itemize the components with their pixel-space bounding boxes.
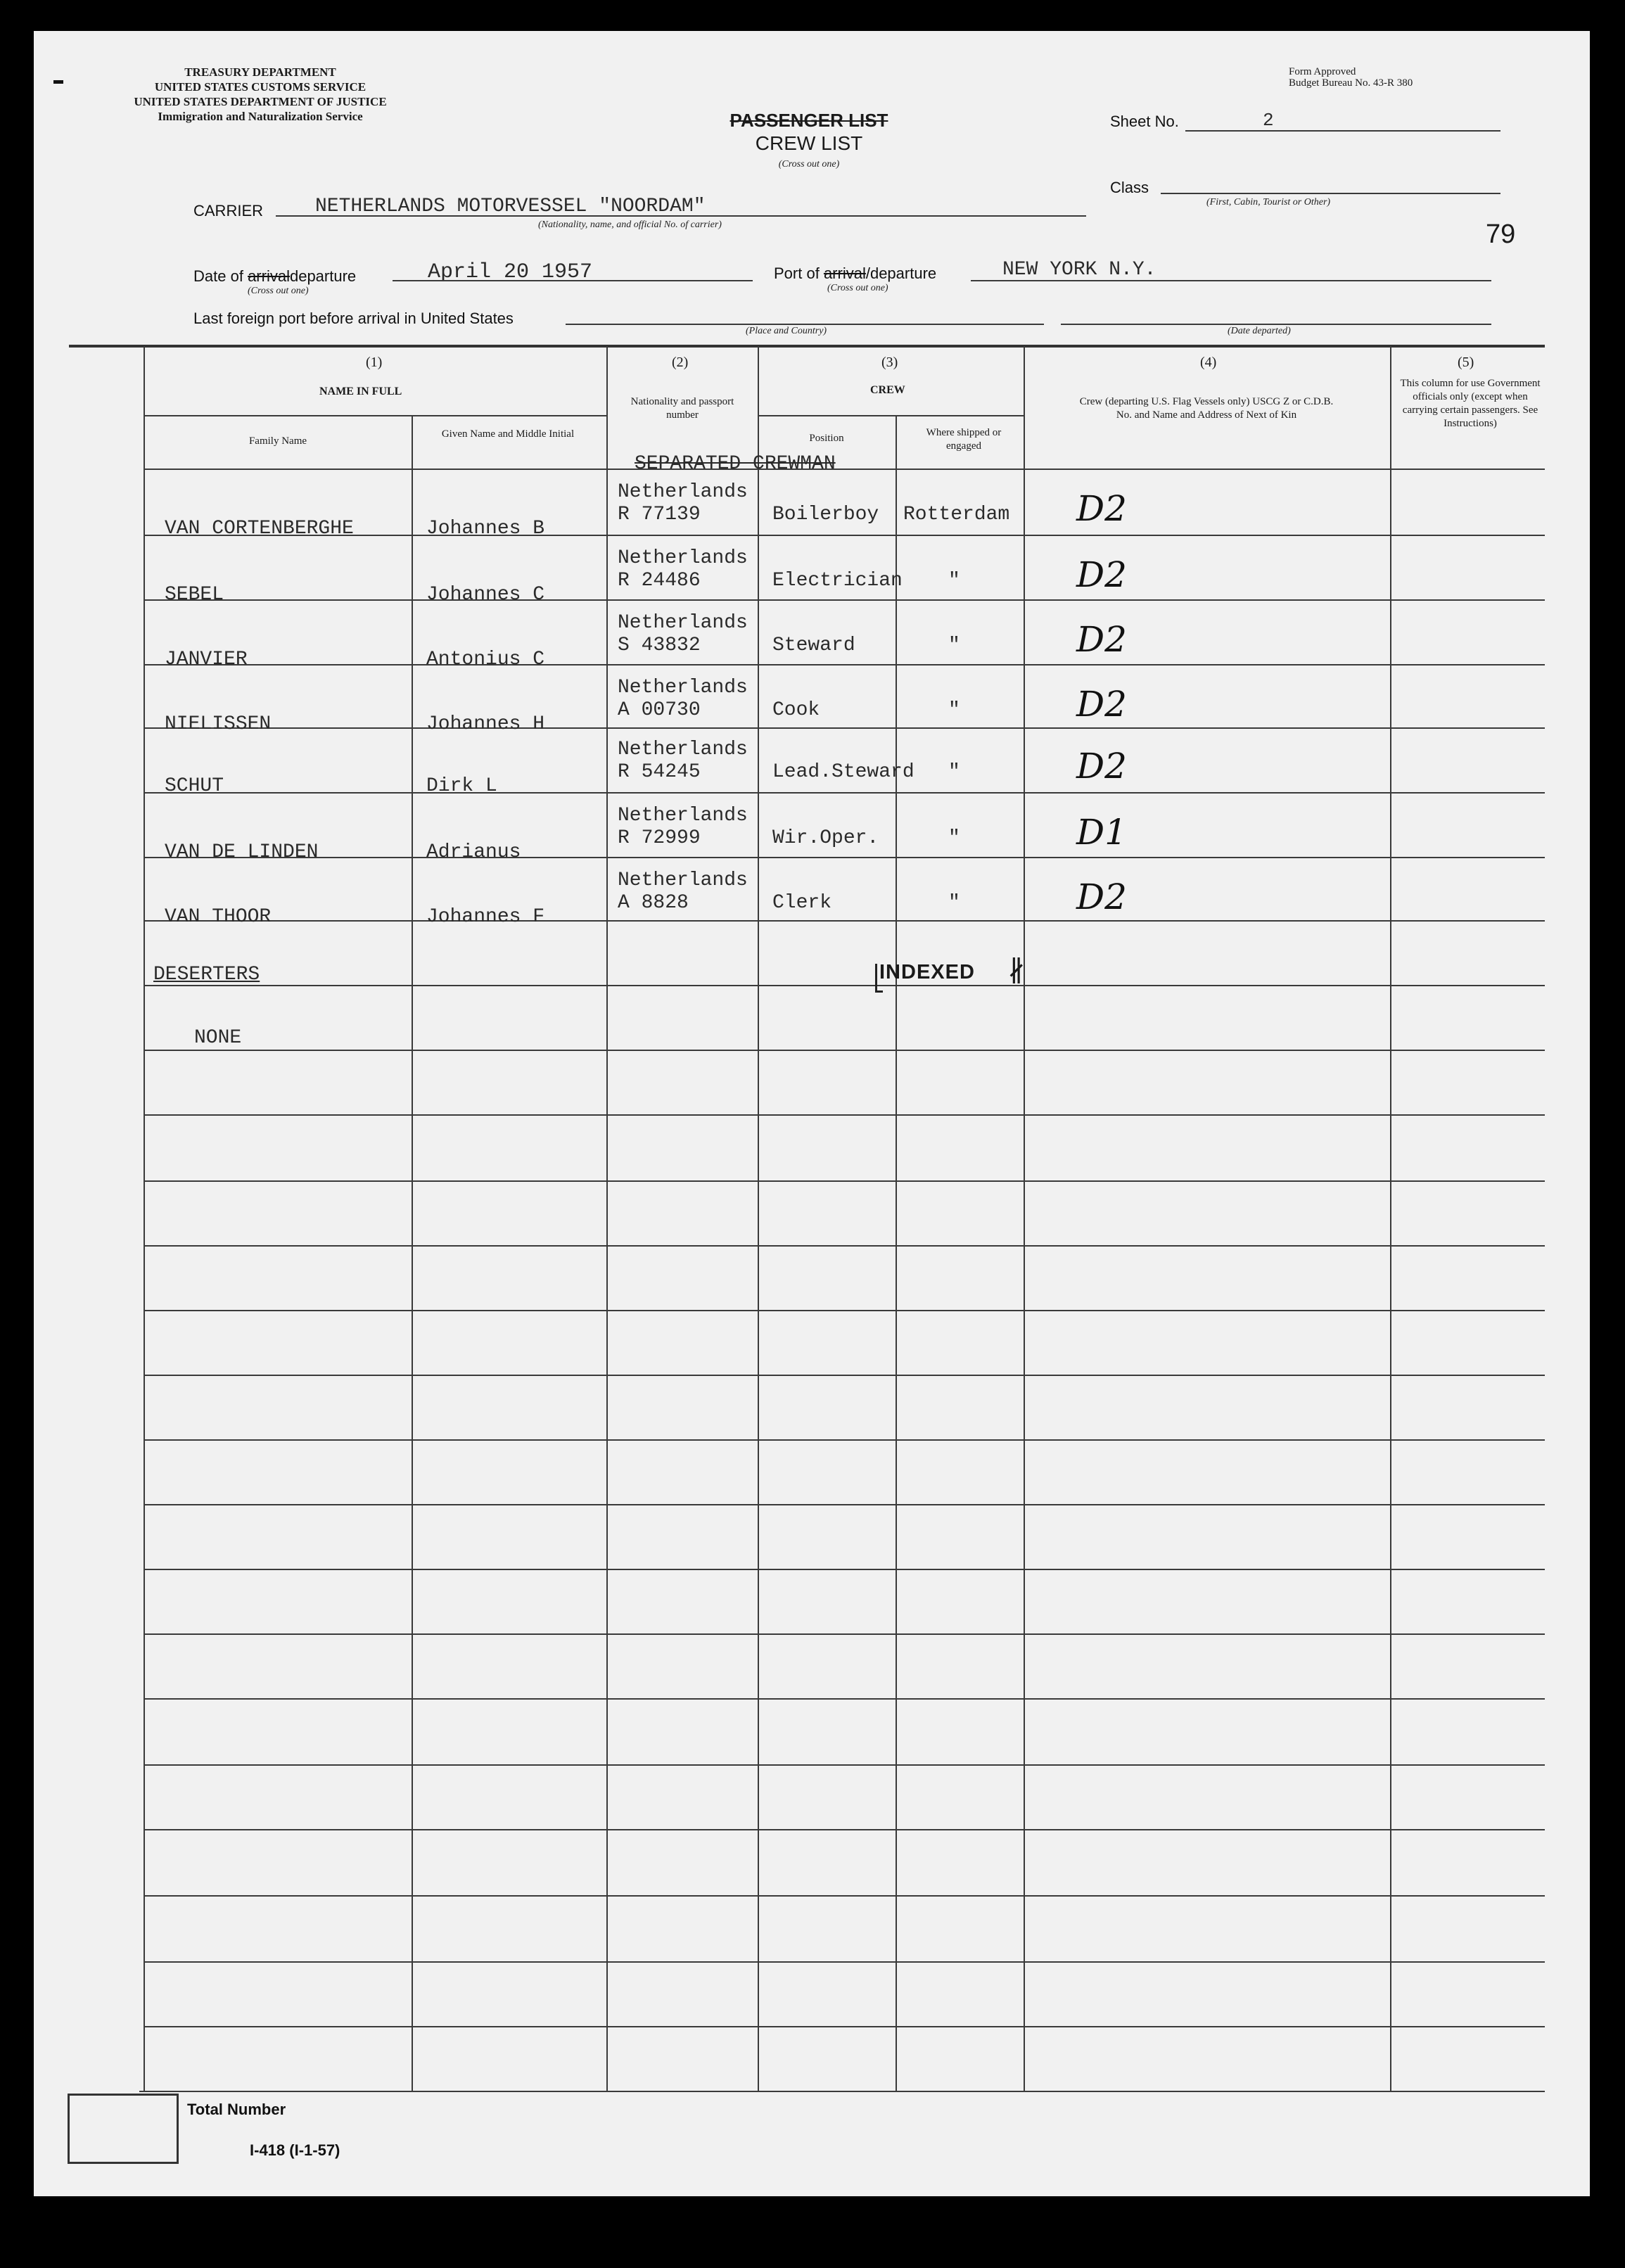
page-number: 79	[1486, 219, 1516, 249]
crew-status-mark: D2	[1076, 746, 1127, 786]
row-rule	[144, 1569, 1545, 1570]
crew-status-mark: D2	[1076, 877, 1127, 917]
crew-list-form	[34, 31, 1590, 2196]
row-rule	[144, 1698, 1545, 1700]
position: Lead.Steward	[772, 761, 915, 783]
nationality: Netherlands	[618, 739, 748, 760]
col5-header-text: This column for use Government officials only (except when carrying certain passengers. See Instructions)	[1400, 378, 1541, 429]
position: Electrician	[772, 570, 903, 592]
nationality: Netherlands	[618, 805, 748, 827]
family-name: SEBEL	[165, 584, 224, 606]
col-divider-shipped	[896, 415, 897, 2091]
col4-header	[1076, 395, 1337, 422]
where-shipped: "	[948, 892, 960, 914]
row-rule	[144, 1114, 1545, 1116]
port-label-struck: arrival	[823, 265, 866, 282]
row-rule	[144, 792, 1545, 794]
subheader-rule-crew	[758, 415, 1024, 416]
row-rule	[144, 1829, 1545, 1830]
subheader-rule-name	[144, 415, 606, 416]
agency-line-2: UNITED STATES CUSTOMS SERVICE	[154, 80, 367, 94]
title-note: (Cross out one)	[778, 159, 840, 170]
deserters-label: DESERTERS	[153, 964, 260, 986]
position: Boilerboy	[772, 504, 879, 525]
row-rule	[144, 1895, 1545, 1897]
col3b-header-text: Where shipped or engaged	[926, 427, 1002, 452]
deserters-value: NONE	[194, 1027, 242, 1049]
stamp-initial-mark: ∦	[1007, 955, 1026, 988]
row-rule	[144, 1633, 1545, 1635]
port-note: (Cross out one)	[827, 283, 888, 293]
date-departed-line	[1061, 324, 1491, 325]
col1-number: (1)	[366, 355, 383, 370]
sheet-number: 2	[1263, 110, 1274, 131]
given-name: Antonius C	[426, 649, 545, 670]
row-rule	[144, 1180, 1545, 1182]
form-approved: Form Approved	[1289, 66, 1356, 77]
col1b-header	[438, 428, 578, 441]
row-rule	[144, 1764, 1545, 1766]
total-number-label: Total Number	[187, 2101, 286, 2118]
header-bottom-rule	[144, 469, 1545, 470]
passport-number: R 77139	[618, 504, 701, 525]
date-label	[193, 267, 356, 286]
nationality: Netherlands	[618, 869, 748, 891]
last-port-label: Last foreign port before arrival in United States	[193, 310, 514, 327]
passport-number: A 8828	[618, 892, 689, 914]
agency-line-3: UNITED STATES DEPARTMENT OF JUSTICE	[134, 95, 387, 108]
row-rule	[144, 985, 1545, 986]
date-line	[393, 280, 753, 281]
position: Clerk	[772, 892, 832, 914]
sheet-label: Sheet No.	[1110, 113, 1179, 130]
col2-number: (2)	[672, 355, 689, 370]
passenger-list-struck: PASSENGER LIST	[729, 110, 888, 131]
nationality: Netherlands	[618, 612, 748, 634]
family-name: VAN DE LINDEN	[165, 841, 319, 863]
passport-number: R 72999	[618, 827, 701, 849]
nationality: Netherlands	[618, 677, 748, 699]
crew-status-mark: D2	[1076, 554, 1127, 595]
passport-number: A 00730	[618, 699, 701, 721]
crew-list-title: CREW LIST	[755, 132, 863, 154]
port-label-start: Port of	[774, 265, 820, 282]
indexed-stamp	[879, 955, 1026, 988]
row-rule	[144, 1050, 1545, 1051]
agency-line-1: TREASURY DEPARTMENT	[184, 65, 336, 79]
nationality: Netherlands	[618, 481, 748, 503]
col1b-header-text: Given Name and Middle Initial	[441, 428, 575, 440]
class-label: Class	[1110, 179, 1149, 196]
col5-header	[1400, 377, 1541, 431]
crew-status-mark: D2	[1076, 684, 1127, 725]
port-line	[971, 280, 1491, 281]
row-rule	[144, 857, 1545, 858]
date-label-start: Date of	[193, 267, 243, 285]
col5-number: (5)	[1458, 355, 1474, 370]
passport-number: S 43832	[618, 635, 701, 656]
position: Wir.Oper.	[772, 827, 879, 849]
class-note: (First, Cabin, Tourist or Other)	[1206, 197, 1331, 208]
indexed-stamp-text: INDEXED	[879, 961, 975, 983]
col2-header	[619, 395, 746, 422]
stamp-corner-mark	[875, 964, 883, 993]
given-name: Johannes H	[426, 713, 545, 735]
family-name: SCHUT	[165, 775, 224, 797]
crew-status-mark: D2	[1076, 619, 1127, 660]
col1-title: NAME IN FULL	[319, 386, 402, 397]
row-rule	[144, 1961, 1545, 1963]
where-shipped: "	[948, 761, 960, 783]
row-rule	[144, 2026, 1545, 2027]
passport-number: R 24486	[618, 570, 701, 592]
date-note: (Cross out one)	[248, 286, 309, 296]
last-port-line	[566, 324, 1044, 325]
given-name: Johannes C	[426, 584, 545, 606]
where-shipped: "	[948, 635, 960, 656]
row-rule	[144, 599, 1545, 601]
place-note: (Place and Country)	[746, 326, 827, 336]
family-name: VAN CORTENBERGHE	[165, 518, 354, 540]
where-shipped: Rotterdam	[903, 504, 1010, 525]
col2-header-text: Nationality and passport number	[630, 396, 734, 421]
given-name: Johannes F	[426, 906, 545, 928]
date-label-end: departure	[289, 267, 357, 285]
position: Steward	[772, 635, 855, 656]
class-line	[1161, 193, 1500, 194]
col3a-header: Position	[809, 433, 844, 444]
family-name: JANVIER	[165, 649, 248, 670]
total-number-box[interactable]	[68, 2094, 179, 2164]
port-value: NEW YORK N.Y.	[1002, 259, 1156, 281]
given-name: Adrianus	[426, 841, 521, 863]
col3-number: (3)	[881, 355, 898, 370]
date-value: April 20 1957	[428, 260, 593, 284]
crew-status-mark: D2	[1076, 488, 1127, 529]
col4-number: (4)	[1200, 355, 1217, 370]
carrier-value: NETHERLANDS MOTORVESSEL "NOORDAM"	[315, 196, 706, 217]
given-name: Johannes B	[426, 518, 545, 540]
col-divider-given	[412, 415, 413, 2091]
col1a-header: Family Name	[248, 435, 307, 447]
col3-title: CREW	[870, 384, 905, 396]
date-label-struck: arrival	[248, 267, 290, 285]
family-name: VAN THOOR	[165, 906, 272, 928]
row-rule	[144, 1375, 1545, 1376]
budget-bureau: Budget Bureau No. 43-R 380	[1289, 77, 1413, 89]
sheet-line	[1185, 130, 1500, 132]
where-shipped: "	[948, 699, 960, 721]
position: Cook	[772, 699, 820, 721]
carrier-line	[276, 215, 1086, 217]
where-shipped: "	[948, 827, 960, 849]
row-rule	[144, 664, 1545, 665]
row-rule	[144, 920, 1545, 922]
family-name: NIELISSEN	[165, 713, 272, 735]
table-bottom-rule	[139, 2091, 1545, 2092]
given-name: Dirk L	[426, 775, 497, 797]
agency-line-4: Immigration and Naturalization Service	[158, 110, 363, 123]
carrier-label: CARRIER	[193, 202, 264, 219]
agency-block	[91, 65, 429, 124]
date-departed-note: (Date departed)	[1228, 326, 1291, 336]
form-number: I-418 (I-1-57)	[250, 2141, 340, 2159]
row-rule	[144, 1504, 1545, 1505]
passport-number: R 54245	[618, 761, 701, 783]
row-rule	[144, 1245, 1545, 1247]
col4-header-text: Crew (departing U.S. Flag Vessels only) USCG Z or C.D.B. No. and Name and Address of Next of Kin	[1079, 396, 1334, 421]
carrier-note: (Nationality, name, and official No. of carrier)	[538, 219, 722, 230]
port-label-end: /departure	[865, 265, 937, 282]
section-heading: SEPARATED CREWMAN	[635, 453, 836, 475]
row-rule	[144, 1310, 1545, 1311]
where-shipped: "	[948, 570, 960, 592]
port-label	[774, 265, 936, 283]
crew-status-mark: D1	[1076, 812, 1127, 853]
dash-mark	[53, 80, 63, 84]
table-top-rule	[69, 345, 1545, 348]
col3b-header	[907, 426, 1020, 453]
nationality: Netherlands	[618, 547, 748, 569]
row-rule	[144, 727, 1545, 729]
row-rule	[144, 1439, 1545, 1441]
